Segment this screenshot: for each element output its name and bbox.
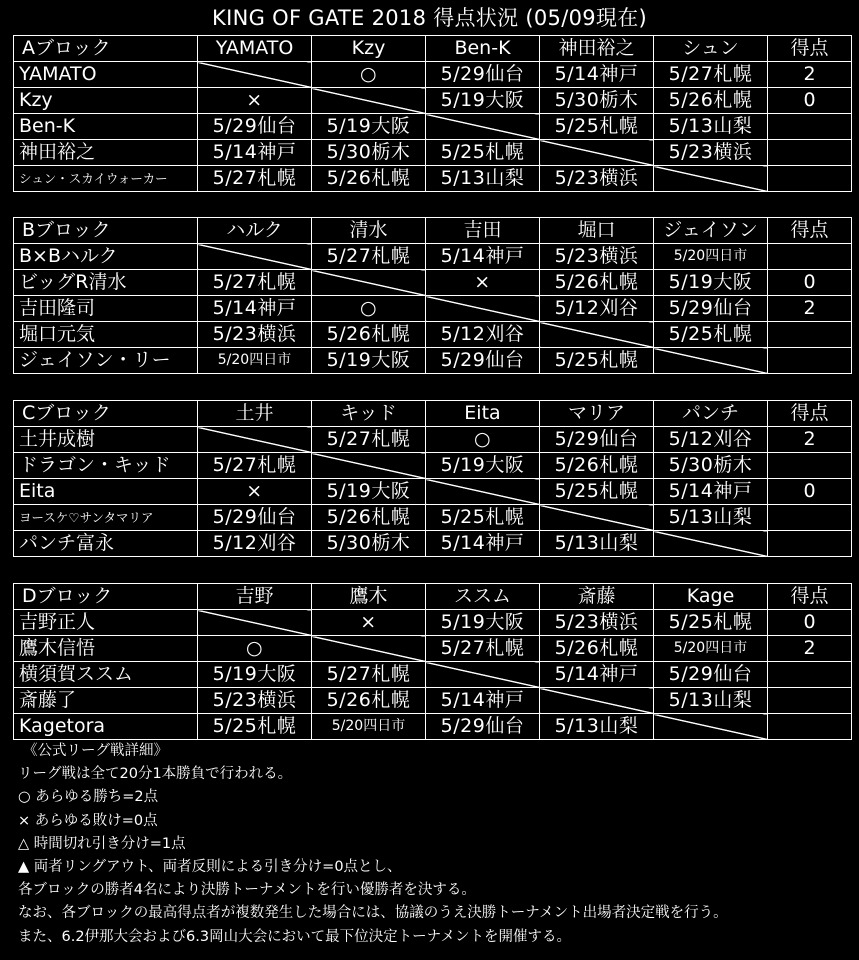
match-cell: 5/26札幌 xyxy=(540,270,654,296)
match-cell: 5/20四日市 xyxy=(654,244,768,270)
match-cell: 5/19大阪 xyxy=(198,662,312,688)
block-label: Cブロック xyxy=(14,401,198,427)
page-title: KING OF GATE 2018 得点状況 (05/09現在) xyxy=(212,6,647,30)
match-cell: 5/13山梨 xyxy=(540,531,654,557)
match-cell: 5/19大阪 xyxy=(312,348,426,374)
rules-notes xyxy=(18,740,853,949)
match-cell: 5/27札幌 xyxy=(426,636,540,662)
points-header: 得点 xyxy=(768,584,852,610)
column-header: ハルク xyxy=(198,218,312,244)
column-header: 神田裕之 xyxy=(540,36,654,62)
match-cell: 5/26札幌 xyxy=(312,688,426,714)
self-match-cell xyxy=(426,479,540,505)
match-cell: ○ xyxy=(426,427,540,453)
column-header: マリア xyxy=(540,401,654,427)
match-cell: 5/19大阪 xyxy=(426,88,540,114)
match-cell: 5/14神戸 xyxy=(426,688,540,714)
notes-line: また、6.2伊那大会および6.3岡山大会において最下位決定トーナメントを開催する。 xyxy=(18,928,572,945)
table-row xyxy=(14,636,852,662)
table-row xyxy=(14,348,852,374)
points-cell xyxy=(768,505,852,531)
points-cell xyxy=(768,244,852,270)
self-match-cell xyxy=(198,610,312,636)
match-cell: 5/23横浜 xyxy=(198,322,312,348)
block-label: Bブロック xyxy=(14,218,198,244)
block-header-row xyxy=(14,36,852,62)
match-cell: 5/23横浜 xyxy=(540,610,654,636)
match-cell: 5/30栃木 xyxy=(540,88,654,114)
notes-line: ▲ 両者リングアウト、両者反則による引き分け=0点とし、 xyxy=(18,859,402,876)
table-row xyxy=(14,322,852,348)
match-cell: 5/25札幌 xyxy=(540,114,654,140)
match-cell: × xyxy=(312,610,426,636)
match-cell: 5/14神戸 xyxy=(540,662,654,688)
points-header: 得点 xyxy=(768,218,852,244)
match-cell: 5/20四日市 xyxy=(198,348,312,374)
points-cell: 0 xyxy=(768,610,852,636)
table-row xyxy=(14,531,852,557)
wrestler-name: 吉野正人 xyxy=(14,610,198,636)
self-match-cell xyxy=(654,531,768,557)
match-cell: 5/13山梨 xyxy=(654,688,768,714)
column-header: Kzy xyxy=(312,36,426,62)
block-a-table xyxy=(13,35,852,192)
match-cell: 5/27札幌 xyxy=(198,453,312,479)
match-cell: 5/14神戸 xyxy=(426,244,540,270)
points-cell: 2 xyxy=(768,296,852,322)
block-b-table xyxy=(13,217,852,374)
table-row xyxy=(14,140,852,166)
self-match-cell xyxy=(198,244,312,270)
match-cell: 5/29仙台 xyxy=(198,505,312,531)
match-cell: 5/25札幌 xyxy=(426,140,540,166)
match-cell: 5/27札幌 xyxy=(198,270,312,296)
match-cell: 5/20四日市 xyxy=(312,714,426,740)
self-match-cell xyxy=(312,636,426,662)
self-match-cell xyxy=(198,427,312,453)
column-header: 堀口 xyxy=(540,218,654,244)
points-cell xyxy=(768,714,852,740)
wrestler-name: Kzy xyxy=(14,88,198,114)
self-match-cell xyxy=(312,270,426,296)
column-header: YAMATO xyxy=(198,36,312,62)
match-cell: 5/26札幌 xyxy=(540,453,654,479)
match-cell: 5/23横浜 xyxy=(198,688,312,714)
match-cell: 5/25札幌 xyxy=(540,479,654,505)
table-row xyxy=(14,427,852,453)
points-cell xyxy=(768,322,852,348)
match-cell: 5/29仙台 xyxy=(198,114,312,140)
points-cell: 0 xyxy=(768,88,852,114)
match-cell: × xyxy=(198,88,312,114)
notes-line: × あらゆる敗け=0点 xyxy=(18,812,158,829)
block-label: Dブロック xyxy=(14,584,198,610)
match-cell: 5/29仙台 xyxy=(654,662,768,688)
match-cell: 5/30栃木 xyxy=(312,531,426,557)
wrestler-name: Eita xyxy=(14,479,198,505)
match-cell: 5/14神戸 xyxy=(198,296,312,322)
match-cell: 5/19大阪 xyxy=(426,610,540,636)
wrestler-name: Kagetora xyxy=(14,714,198,740)
match-cell: 5/13山梨 xyxy=(426,166,540,192)
column-header: 吉野 xyxy=(198,584,312,610)
table-row xyxy=(14,453,852,479)
wrestler-name: ヨースケ♡サンタマリア xyxy=(14,505,198,531)
match-cell: 5/23横浜 xyxy=(540,166,654,192)
table-row xyxy=(14,270,852,296)
self-match-cell xyxy=(654,166,768,192)
match-cell: 5/26札幌 xyxy=(312,322,426,348)
match-cell: 5/26札幌 xyxy=(312,166,426,192)
notes-line: △ 時間切れ引き分け=1点 xyxy=(18,835,186,852)
column-header: 吉田 xyxy=(426,218,540,244)
match-cell: 5/26札幌 xyxy=(654,88,768,114)
match-cell: 5/14神戸 xyxy=(654,479,768,505)
column-header: Eita xyxy=(426,401,540,427)
points-header: 得点 xyxy=(768,401,852,427)
points-cell: 0 xyxy=(768,270,852,296)
match-cell: 5/25札幌 xyxy=(198,714,312,740)
match-cell: ○ xyxy=(312,296,426,322)
notes-heading: 《公式リーグ戦詳細》 xyxy=(23,743,168,759)
match-cell: 5/13山梨 xyxy=(654,505,768,531)
self-match-cell xyxy=(426,662,540,688)
match-cell: 5/12刈谷 xyxy=(654,427,768,453)
match-cell: 5/14神戸 xyxy=(540,62,654,88)
wrestler-name: B×Bハルク xyxy=(14,244,198,270)
match-cell: 5/27札幌 xyxy=(312,662,426,688)
match-cell: 5/25札幌 xyxy=(426,505,540,531)
match-cell: 5/23横浜 xyxy=(540,244,654,270)
match-cell: ○ xyxy=(312,62,426,88)
column-header: シュン xyxy=(654,36,768,62)
block-d-table xyxy=(13,583,852,740)
wrestler-name: ジェイソン・リー xyxy=(14,348,198,374)
match-cell: × xyxy=(198,479,312,505)
self-match-cell xyxy=(540,505,654,531)
match-cell: 5/25札幌 xyxy=(654,610,768,636)
match-cell: 5/27札幌 xyxy=(198,166,312,192)
wrestler-name: 横須賀ススム xyxy=(14,662,198,688)
table-row xyxy=(14,714,852,740)
table-row xyxy=(14,166,852,192)
block-c-table xyxy=(13,400,852,557)
table-row xyxy=(14,610,852,636)
match-cell: 5/29仙台 xyxy=(426,714,540,740)
self-match-cell xyxy=(540,140,654,166)
notes-line: 各ブロックの勝者4名により決勝トーナメントを行い優勝者を決する。 xyxy=(18,882,476,899)
points-cell xyxy=(768,140,852,166)
match-cell: 5/29仙台 xyxy=(540,427,654,453)
wrestler-name: ドラゴン・キッド xyxy=(14,453,198,479)
table-row xyxy=(14,88,852,114)
notes-line: リーグ戦は全て20分1本勝負で行われる。 xyxy=(18,766,293,783)
column-header: 土井 xyxy=(198,401,312,427)
match-cell: ○ xyxy=(198,636,312,662)
table-row xyxy=(14,114,852,140)
block-label: Aブロック xyxy=(14,36,198,62)
points-cell: 0 xyxy=(768,479,852,505)
table-row xyxy=(14,62,852,88)
notes-line: ○ あらゆる勝ち=2点 xyxy=(18,789,159,806)
points-cell xyxy=(768,531,852,557)
points-header: 得点 xyxy=(768,36,852,62)
block-header-row xyxy=(14,218,852,244)
column-header: Ben-K xyxy=(426,36,540,62)
match-cell: × xyxy=(426,270,540,296)
match-cell: 5/13山梨 xyxy=(654,114,768,140)
block-header-row xyxy=(14,401,852,427)
match-cell: 5/12刈谷 xyxy=(540,296,654,322)
match-cell: 5/23横浜 xyxy=(654,140,768,166)
points-cell xyxy=(768,348,852,374)
points-cell xyxy=(768,453,852,479)
table-row xyxy=(14,244,852,270)
points-cell xyxy=(768,662,852,688)
match-cell: 5/19大阪 xyxy=(312,479,426,505)
wrestler-name: YAMATO xyxy=(14,62,198,88)
points-cell: 2 xyxy=(768,427,852,453)
points-cell: 2 xyxy=(768,62,852,88)
match-cell: 5/29仙台 xyxy=(426,348,540,374)
match-cell: 5/27札幌 xyxy=(654,62,768,88)
block-header-row xyxy=(14,584,852,610)
self-match-cell xyxy=(540,688,654,714)
self-match-cell xyxy=(654,714,768,740)
match-cell: 5/26札幌 xyxy=(312,505,426,531)
column-header: ススム xyxy=(426,584,540,610)
notes-line: なお、各ブロックの最高得点者が複数発生した場合には、協議のうえ決勝トーナメント出場者決定戦を行う。 xyxy=(18,905,728,922)
match-cell: 5/25札幌 xyxy=(540,348,654,374)
points-cell xyxy=(768,688,852,714)
table-row xyxy=(14,296,852,322)
match-cell: 5/26札幌 xyxy=(540,636,654,662)
column-header: 清水 xyxy=(312,218,426,244)
column-header: キッド xyxy=(312,401,426,427)
match-cell: 5/29仙台 xyxy=(654,296,768,322)
points-cell xyxy=(768,166,852,192)
self-match-cell xyxy=(654,348,768,374)
match-cell: 5/14神戸 xyxy=(426,531,540,557)
match-cell: 5/19大阪 xyxy=(654,270,768,296)
wrestler-name: 土井成樹 xyxy=(14,427,198,453)
self-match-cell xyxy=(198,62,312,88)
table-row xyxy=(14,662,852,688)
column-header: 鷹木 xyxy=(312,584,426,610)
column-header: 斎藤 xyxy=(540,584,654,610)
match-cell: 5/13山梨 xyxy=(540,714,654,740)
wrestler-name: シュン・スカイウォーカー xyxy=(14,166,198,192)
self-match-cell xyxy=(312,88,426,114)
match-cell: 5/14神戸 xyxy=(198,140,312,166)
points-cell: 2 xyxy=(768,636,852,662)
points-cell xyxy=(768,114,852,140)
match-cell: 5/25札幌 xyxy=(654,322,768,348)
wrestler-name: 堀口元気 xyxy=(14,322,198,348)
self-match-cell xyxy=(312,453,426,479)
table-row xyxy=(14,688,852,714)
table-row xyxy=(14,505,852,531)
match-cell: 5/27札幌 xyxy=(312,427,426,453)
self-match-cell xyxy=(426,296,540,322)
wrestler-name: Ben-K xyxy=(14,114,198,140)
match-cell: 5/30栃木 xyxy=(312,140,426,166)
match-cell: 5/20四日市 xyxy=(654,636,768,662)
column-header: パンチ xyxy=(654,401,768,427)
wrestler-name: ビッグR清水 xyxy=(14,270,198,296)
column-header: ジェイソン xyxy=(654,218,768,244)
match-cell: 5/12刈谷 xyxy=(198,531,312,557)
match-cell: 5/29仙台 xyxy=(426,62,540,88)
match-cell: 5/12刈谷 xyxy=(426,322,540,348)
match-cell: 5/30栃木 xyxy=(654,453,768,479)
column-header: Kage xyxy=(654,584,768,610)
match-cell: 5/19大阪 xyxy=(426,453,540,479)
self-match-cell xyxy=(426,114,540,140)
wrestler-name: 斎藤了 xyxy=(14,688,198,714)
match-cell: 5/19大阪 xyxy=(312,114,426,140)
wrestler-name: 鷹木信悟 xyxy=(14,636,198,662)
wrestler-name: パンチ富永 xyxy=(14,531,198,557)
self-match-cell xyxy=(540,322,654,348)
wrestler-name: 吉田隆司 xyxy=(14,296,198,322)
match-cell: 5/27札幌 xyxy=(312,244,426,270)
wrestler-name: 神田裕之 xyxy=(14,140,198,166)
table-row xyxy=(14,479,852,505)
